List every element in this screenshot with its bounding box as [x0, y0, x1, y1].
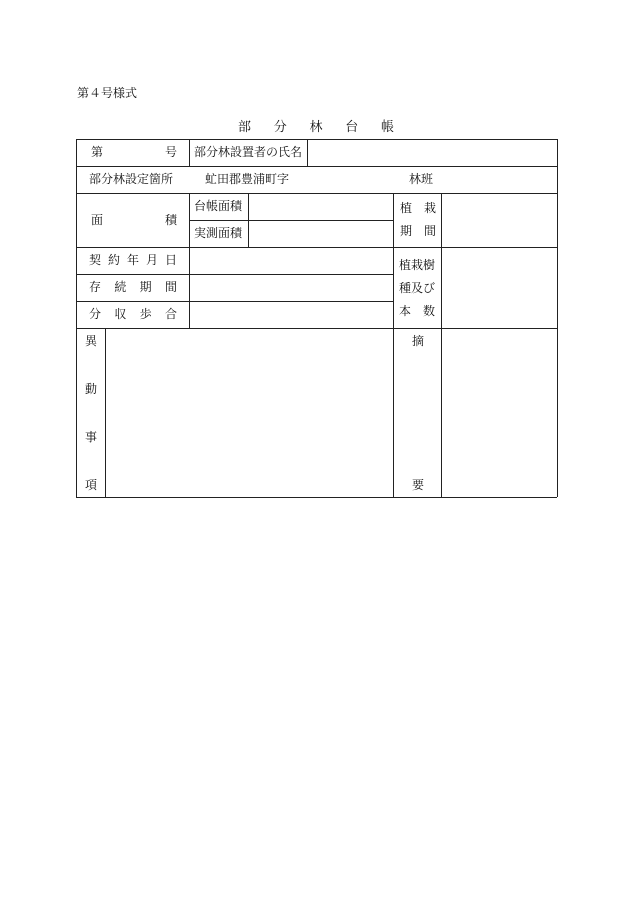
duration-label [89, 280, 177, 294]
yield-share-char: 合 [164, 307, 177, 321]
col-divider [105, 328, 106, 497]
table-border-right [557, 139, 558, 497]
col-divider [441, 193, 442, 497]
contract-date-char: 月 [145, 253, 158, 267]
species-label-2: 種及び [399, 281, 436, 295]
remarks-label [411, 334, 425, 492]
col-divider [189, 139, 190, 166]
contract-date-char: 約 [107, 253, 120, 267]
number-label-prefix: 第 [91, 145, 104, 159]
row-divider [76, 193, 557, 194]
row-divider [76, 274, 393, 275]
table-border-top [76, 139, 557, 140]
contract-date-char: 年 [126, 253, 139, 267]
location-label: 部分林設定箇所 [89, 172, 174, 186]
history-label [84, 334, 98, 492]
area-label [91, 213, 177, 227]
row-divider [76, 301, 393, 302]
row-divider [76, 247, 557, 248]
row-divider [189, 220, 393, 221]
remarks-char: 摘 [411, 334, 424, 348]
title-char: 台 [345, 120, 359, 135]
history-char: 動 [84, 382, 97, 396]
duration-char: 期 [139, 280, 152, 294]
planting-period-label-1: 植 栽 [400, 201, 437, 215]
species-label-1: 植栽樹 [399, 258, 436, 272]
location-value: 虻田郡豊浦町字 [205, 172, 290, 186]
title-char: 部 [238, 120, 252, 135]
history-char: 異 [84, 334, 97, 348]
title-char: 林 [309, 120, 323, 135]
yield-share-char: 分 [89, 307, 102, 321]
title-char: 分 [273, 120, 287, 135]
history-char: 項 [84, 478, 97, 492]
row-divider [76, 328, 557, 329]
area-label-char: 積 [164, 213, 177, 227]
ledger-area-label: 台帳面積 [194, 199, 243, 213]
number-label [91, 145, 177, 159]
col-divider [307, 139, 308, 166]
duration-char: 続 [114, 280, 127, 294]
planting-period-label-2: 期 間 [400, 224, 437, 238]
row-divider [76, 166, 557, 167]
contract-date-char: 日 [164, 253, 177, 267]
remarks-char: 要 [411, 478, 424, 492]
col-divider [393, 193, 394, 497]
setter-name-label: 部分林設置者の氏名 [194, 145, 303, 159]
measured-area-label: 実測面積 [194, 226, 243, 240]
history-char: 事 [84, 430, 97, 444]
yield-share-char: 歩 [139, 307, 152, 321]
number-label-suffix: 号 [164, 145, 177, 159]
form-number: 第４号様式 [77, 86, 138, 100]
contract-date-label [89, 253, 177, 267]
col-divider [189, 193, 190, 328]
col-divider [248, 193, 249, 247]
ledger-title [238, 121, 394, 135]
title-char: 帳 [380, 120, 394, 135]
table-border-bottom [76, 497, 557, 498]
yield-share-char: 収 [114, 307, 127, 321]
species-label-3: 本 数 [399, 304, 436, 318]
area-label-char: 面 [91, 213, 104, 227]
forest-block-label: 林班 [409, 172, 434, 186]
contract-date-char: 契 [89, 253, 102, 267]
duration-char: 間 [164, 280, 177, 294]
yield-share-label [89, 307, 177, 321]
duration-char: 存 [89, 280, 102, 294]
